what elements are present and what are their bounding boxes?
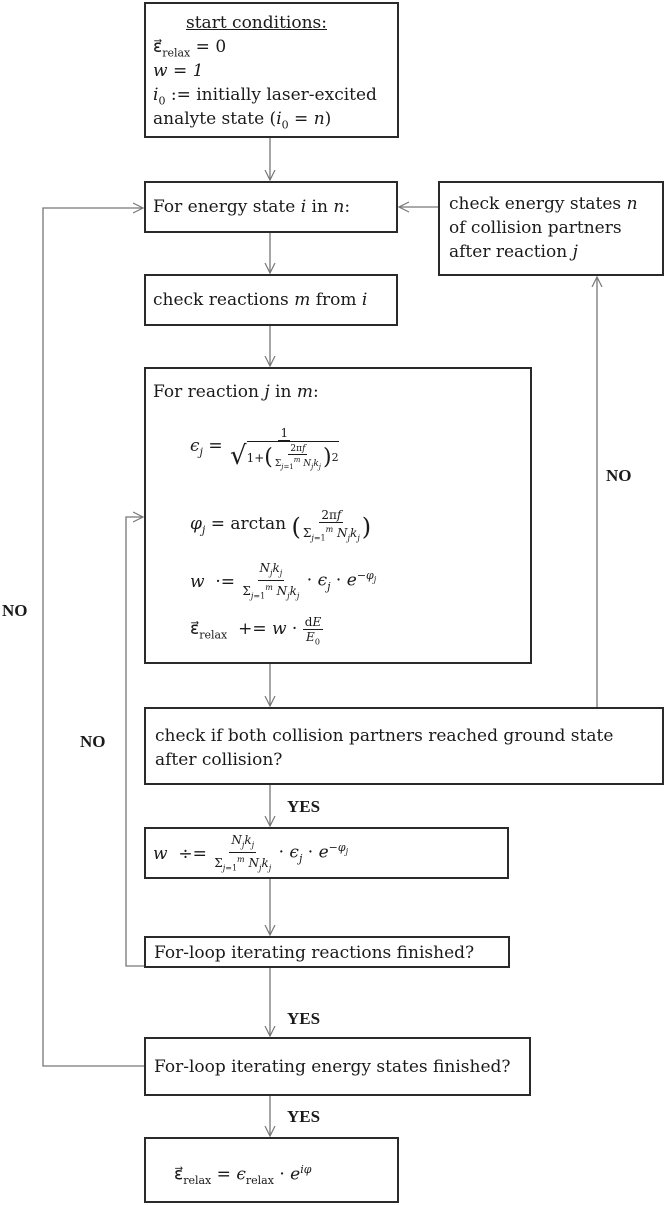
start-analyte-line: analyte state $(i_0 = n)$ bbox=[153, 109, 332, 132]
phi-j-equation: $\varphi_j = \arctan$ ( $\frac{2\pi f}{\Sigma_{j=1}^m N_jk_j}$ ) bbox=[190, 508, 372, 543]
check-energy-states-box bbox=[438, 181, 664, 276]
states-finished-box bbox=[144, 1037, 531, 1096]
epsilon-j-equation: $\epsilon_j$ = 1 √ 1+ ( $\frac{2\pi f}{\Sigma_{j=1}^m N_jk_j}$ ) 2 bbox=[190, 426, 339, 472]
no-label-inner: NO bbox=[80, 732, 106, 751]
start-i0-line: $i_0$ := initially laser-excited bbox=[153, 85, 377, 108]
reactions-finished-box bbox=[144, 936, 510, 968]
eps-relax-accumulate-equation: $\varepsilon⃗_{relax} += w$ · $\frac{dE}{E_0}$ bbox=[190, 614, 322, 647]
check-reactions-box bbox=[144, 274, 398, 326]
energy-state-loop-text: For energy state i in n: bbox=[153, 197, 351, 217]
final-result-box bbox=[144, 1137, 399, 1203]
yes-label-states: YES bbox=[287, 1107, 321, 1126]
states-finished-text: For-loop iterating energy states finished? bbox=[154, 1057, 511, 1077]
reaction-loop-header: For reaction j in m: bbox=[153, 382, 319, 402]
check-energy-line3: after reaction j bbox=[449, 242, 578, 262]
start-w-line: w = 1 bbox=[153, 61, 204, 81]
ground-state-line2: after collision? bbox=[155, 750, 283, 770]
w-divide-equation: w ÷= $\frac{N_jk_j}{\Sigma_{j=1}^m N_jk_j}$ · $\epsilon_j \cdot e^{-\varphi_j}$ bbox=[153, 832, 349, 873]
w-multiply-equation: w ·= $\frac{N_jk_j}{\Sigma_{j=1}^m N_jk_j}$ · $\epsilon_j \cdot e^{-\varphi_j}$ bbox=[190, 560, 377, 601]
start-conditions-title: start conditions: bbox=[186, 13, 327, 33]
start-conditions-box bbox=[144, 2, 399, 138]
ground-state-check-box bbox=[144, 707, 664, 785]
reaction-loop-box bbox=[144, 367, 532, 664]
w-divide-box bbox=[144, 827, 509, 879]
check-reactions-text: check reactions m from i bbox=[153, 290, 368, 310]
energy-state-loop-box bbox=[144, 181, 398, 233]
check-energy-line1: check energy states n bbox=[449, 194, 638, 214]
yes-label-reactions: YES bbox=[287, 1009, 321, 1028]
reactions-finished-text: For-loop iterating reactions finished? bbox=[154, 943, 475, 963]
final-result-equation: $\varepsilon⃗_{relax} = \epsilon_{relax} \cdot e^{i\varphi}$ bbox=[174, 1163, 312, 1188]
check-energy-line2: of collision partners bbox=[449, 218, 622, 238]
ground-state-line1: check if both collision partners reached ground state bbox=[155, 726, 614, 746]
no-label-outer: NO bbox=[2, 601, 28, 620]
no-label-right: NO bbox=[606, 466, 632, 485]
start-eps-relax-line: $\varepsilon⃗_{relax} = 0$ bbox=[153, 37, 227, 60]
yes-label-ground: YES bbox=[287, 797, 321, 816]
